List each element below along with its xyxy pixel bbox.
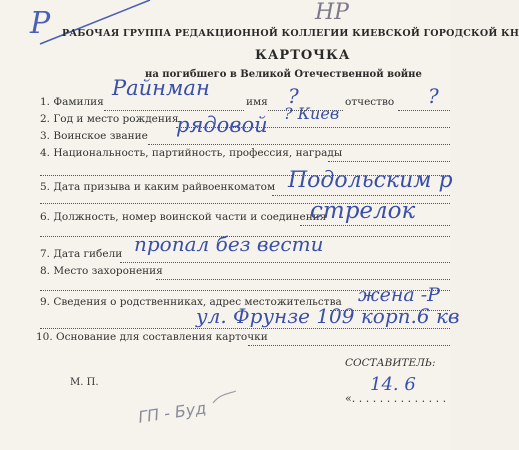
field-3-label: 3. Воинское звание (40, 130, 148, 142)
field-6-value: стрелок (310, 198, 416, 224)
date-dots: «. . . . . . . . . . . . . . (345, 392, 447, 405)
field-4-label: 4. Национальность, партийность, профессия, награды (40, 147, 343, 159)
field-4-line-1 (328, 161, 450, 162)
field-1-label: 1. Фамилия (40, 96, 104, 108)
pencil-mark (210, 388, 240, 408)
field-8-label: 8. Место захоронения (40, 265, 163, 277)
field-1-patronymic-value: ? (428, 84, 439, 108)
field-7-line (120, 262, 450, 263)
field-9-value-1: жена -Р (358, 284, 440, 306)
compiler-label: СОСТАВИТЕЛЬ: (345, 357, 436, 369)
org-header: РАБОЧАЯ ГРУППА РЕДАКЦИОННОЙ КОЛЛЕГИИ КИЕВСКОЙ ГОРОДСКОЙ КН (62, 28, 519, 39)
card-subtitle: на погибшего в Великой Отечественной войне (145, 69, 422, 80)
field-3-value: рядовой (176, 113, 268, 137)
field-5-label: 5. Дата призыва и каким райвоенкоматом (40, 181, 276, 193)
field-9-value-2: ул. Фрунзе 109 корп.6 кв (196, 304, 460, 328)
field-6-label: 6. Должность, номер воинской части и соединения (40, 211, 327, 223)
field-7-label: 7. Дата гибели (40, 248, 123, 260)
field-5-value: Подольским р (288, 168, 453, 193)
corner-p-mark: Р (30, 6, 51, 41)
field-1-patronymic-label: отчество (345, 96, 395, 108)
pencil-note: ГП - Буд (137, 398, 208, 427)
field-1-name-label: имя (246, 96, 268, 108)
stamp-label: М. П. (70, 377, 99, 388)
field-6-line (300, 225, 450, 226)
field-1-value: Райнман (112, 76, 210, 100)
field-1-line (104, 110, 244, 111)
field-2-value: ? Киев (284, 104, 340, 123)
field-2-label: 2. Год и место рождения (40, 113, 179, 125)
date-value: 14. 6 (370, 374, 416, 395)
card-title: КАРТОЧКА (255, 48, 351, 63)
corner-np-mark: НР (315, 0, 349, 25)
field-10-line (248, 345, 450, 346)
field-3-line (148, 144, 450, 145)
corner-stroke (0, 0, 450, 80)
field-7-value: пропал без вести (134, 232, 324, 256)
field-1-name-value: ? (288, 84, 299, 108)
field-8-line (156, 279, 450, 280)
field-1-patronymic-line (398, 110, 450, 111)
field-5-line (272, 195, 450, 196)
field-9-label: 9. Сведения о родственниках, адрес местожительства (40, 296, 342, 308)
field-9-line-2 (40, 328, 450, 329)
field-10-label: 10. Основание для составления карточки (36, 331, 268, 343)
